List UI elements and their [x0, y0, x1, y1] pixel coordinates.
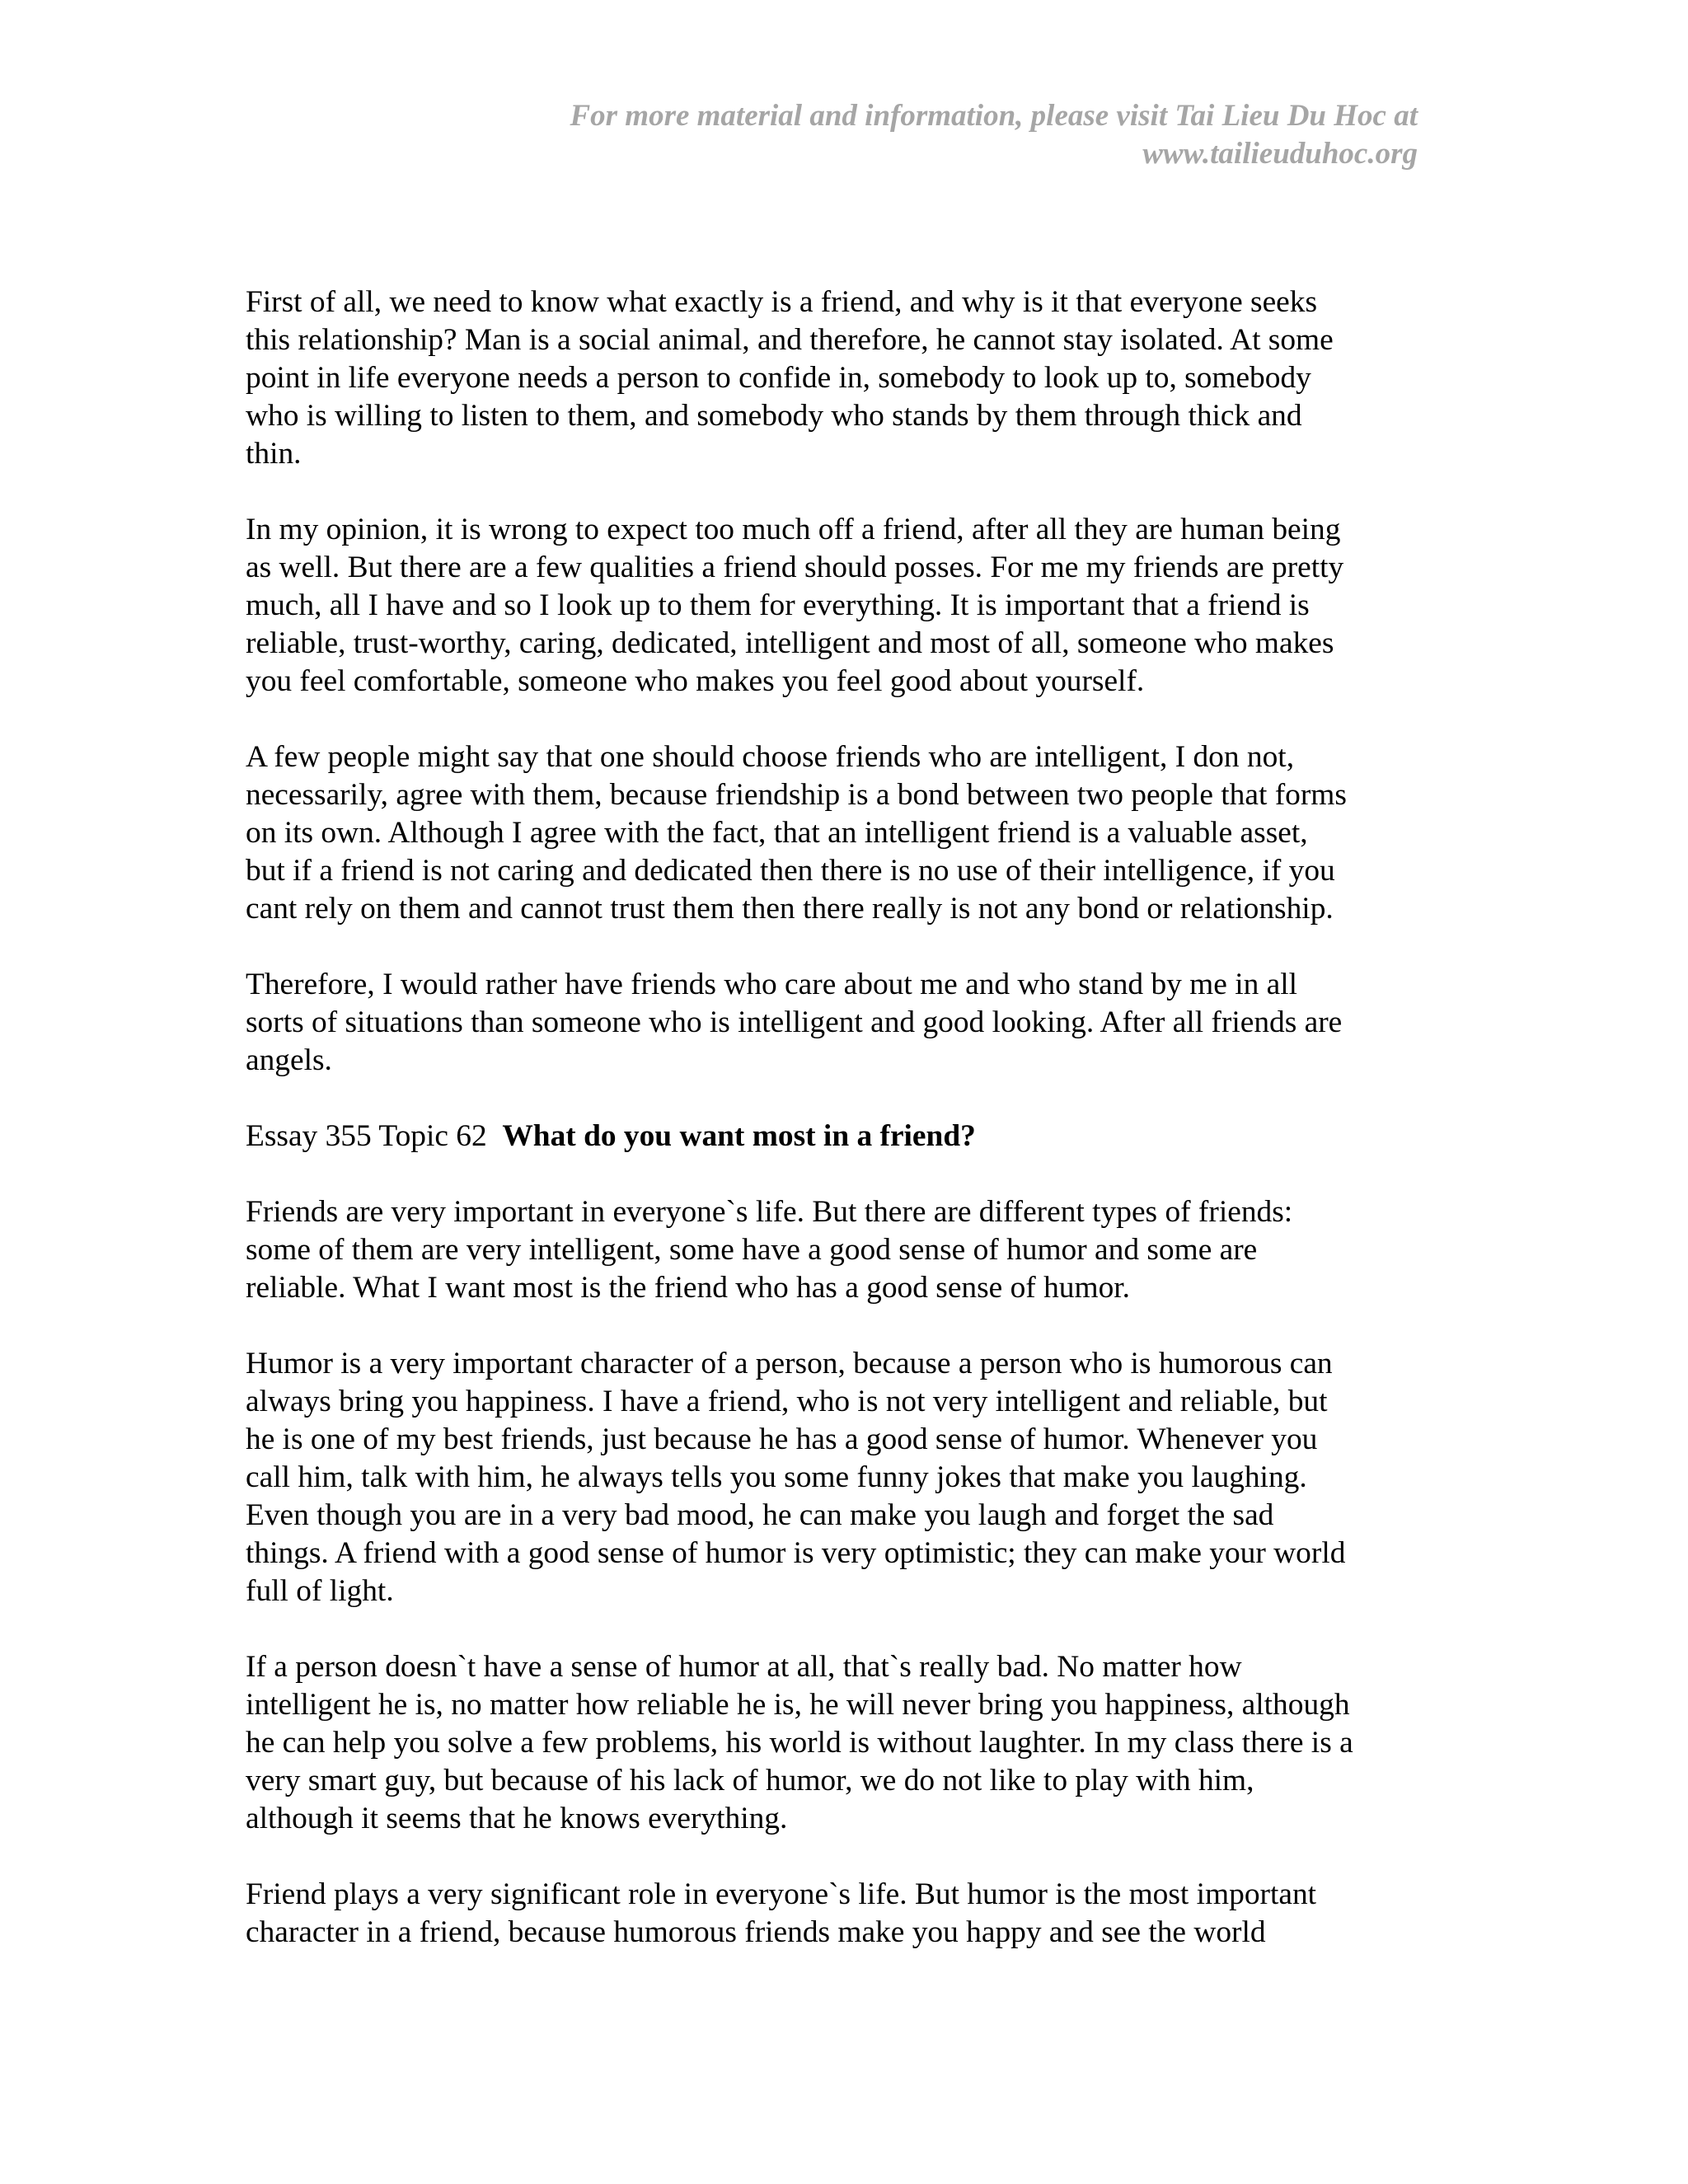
text-line: call him, talk with him, he always tells you some funny jokes that make you laughing. — [246, 1460, 1307, 1494]
paragraph — [246, 284, 1432, 473]
text-line: Humor is a very important character of a person, because a person who is humorous can — [246, 1347, 1333, 1380]
text-line: he is one of my best friends, just because he has a good sense of humor. Whenever you — [246, 1422, 1318, 1456]
text-line: intelligent he is, no matter how reliable he is, he will never bring you happiness, although — [246, 1688, 1350, 1722]
text-line: character in a friend, because humorous friends make you happy and see the world — [246, 1915, 1266, 1949]
paragraph — [246, 966, 1432, 1080]
text-line: much, all I have and so I look up to them for everything. It is important that a friend is — [246, 588, 1310, 622]
text-line: point in life everyone needs a person to confide in, somebody to look up to, somebody — [246, 361, 1311, 395]
paragraph — [246, 1876, 1432, 1952]
text-line: on its own. Although I agree with the fact, that an intelligent friend is a valuable asset, — [246, 816, 1308, 850]
text-line: Even though you are in a very bad mood, he can make you laugh and forget the sad — [246, 1498, 1274, 1532]
text-line: you feel comfortable, someone who makes you feel good about yourself. — [246, 664, 1145, 698]
text-line: this relationship? Man is a social animal, and therefore, he cannot stay isolated. At some — [246, 323, 1334, 357]
paragraph — [246, 1345, 1432, 1610]
text-line: things. A friend with a good sense of humor is very optimistic; they can make your world — [246, 1536, 1346, 1570]
paragraph — [246, 1193, 1432, 1307]
text-line: cant rely on them and cannot trust them then there really is not any bond or relationship. — [246, 892, 1334, 926]
text-line: In my opinion, it is wrong to expect too much off a friend, after all they are human being — [246, 513, 1341, 546]
text-line: reliable, trust-worthy, caring, dedicated, intelligent and most of all, someone who makes — [246, 626, 1334, 660]
text-line: A few people might say that one should choose friends who are intelligent, I don not, — [246, 740, 1295, 774]
text-line: necessarily, agree with them, because friendship is a bond between two people that forms — [246, 778, 1347, 812]
text-line: Therefore, I would rather have friends who care about me and who stand by me in all — [246, 968, 1298, 1001]
text-line: although it seems that he knows everything. — [246, 1802, 788, 1835]
paragraph — [246, 511, 1432, 701]
text-line: he can help you solve a few problems, his world is without laughter. In my class there is a — [246, 1726, 1353, 1760]
text-line: full of light. — [246, 1574, 394, 1608]
text-line: as well. But there are a few qualities a friend should posses. For me my friends are pretty — [246, 551, 1344, 584]
text-line: some of them are very intelligent, some have a good sense of humor and some are — [246, 1233, 1258, 1267]
text-line: but if a friend is not caring and dedicated then there is no use of their intelligence, if you — [246, 854, 1335, 888]
paragraph — [246, 1648, 1432, 1838]
document-body — [246, 284, 1432, 1990]
paragraph — [246, 738, 1432, 928]
page-header — [346, 97, 1418, 173]
text-line: If a person doesn`t have a sense of humor at all, that`s really bad. No matter how — [246, 1650, 1242, 1684]
text-line: Friend plays a very significant role in everyone`s life. But humor is the most important — [246, 1877, 1317, 1911]
text-line: reliable. What I want most is the friend who has a good sense of humor. — [246, 1271, 1131, 1305]
essay-heading — [246, 1118, 1432, 1155]
essay-heading-prefix: Essay 355 Topic 62 — [246, 1119, 487, 1153]
header-website-link[interactable]: www.tailieuduhoc.org — [1142, 137, 1418, 171]
header-line-1: For more material and information, please visit Tai Lieu Du Hoc at — [570, 99, 1418, 133]
text-line: Friends are very important in everyone`s life. But there are different types of friends: — [246, 1195, 1293, 1229]
essay-title: What do you want most in a friend? — [502, 1119, 976, 1153]
text-line: always bring you happiness. I have a friend, who is not very intelligent and reliable, but — [246, 1385, 1328, 1418]
text-line: thin. — [246, 437, 302, 471]
text-line: angels. — [246, 1043, 332, 1077]
text-line: very smart guy, but because of his lack of humor, we do not like to play with him, — [246, 1764, 1254, 1797]
text-line: who is willing to listen to them, and somebody who stands by them through thick and — [246, 399, 1302, 433]
text-line: First of all, we need to know what exactly is a friend, and why is it that everyone seeks — [246, 285, 1318, 319]
text-line: sorts of situations than someone who is intelligent and good looking. After all friends are — [246, 1005, 1343, 1039]
